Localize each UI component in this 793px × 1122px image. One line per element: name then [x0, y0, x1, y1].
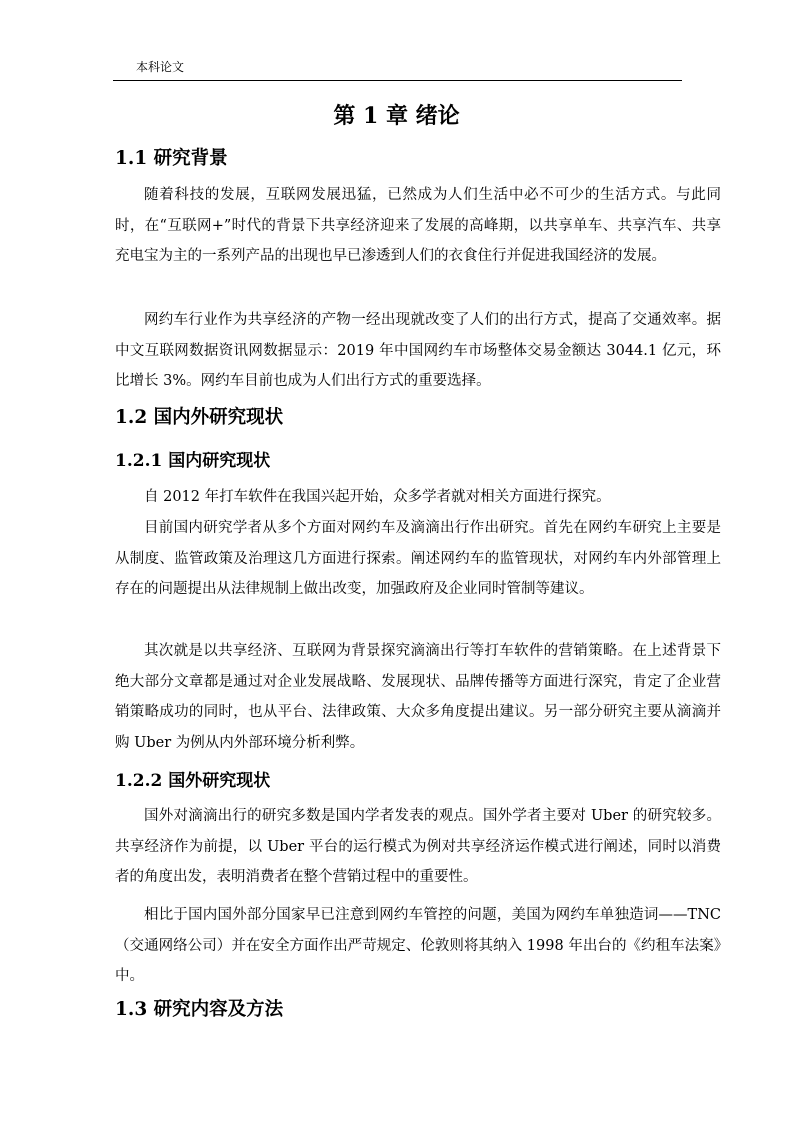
section-heading-1-3: 1.3 研究内容及方法 — [115, 999, 284, 1020]
section-heading-1-2: 1.2 国内外研究现状 — [115, 407, 284, 428]
paragraph-background-2: 网约车行业作为共享经济的产物一经出现就改变了人们的出行方式，提高了交通效率。据中文互联网数据资讯网数据显示：2019 年中国网约车市场整体交易金额达 3044.1 亿元，环比增长 3%。网约车目前也成为人们出行方式的重要选择。 — [115, 312, 721, 390]
paragraph-domestic-2: 目前国内研究学者从多个方面对网约车及滴滴出行作出研究。首先在网约车研究上主要是从制度、监管政策及治理这几方面进行探索。阐述网约车的监管现状，对网约车内外部管理上存在的问题提出从法律规制上做出改变，加强政府及企业同时管制等建议。 — [115, 520, 721, 598]
chapter-title: 第 1 章 绪论 — [333, 103, 460, 129]
paragraph-domestic-3: 其次就是以共享经济、互联网为背景探究滴滴出行等打车软件的营销策略。在上述背景下绝大部分文章都是通过对企业发展战略、发展现状、品牌传播等方面进行深究，肯定了企业营销策略成功的同时，也从平台、法律政策、大众多角度提出建议。另一部分研究主要从滴滴并购 Uber 为例从内外部环境分析利弊。 — [115, 643, 721, 751]
paragraph-domestic-1: 自 2012 年打车软件在我国兴起开始，众多学者就对相关方面进行探究。 — [144, 489, 611, 505]
section-heading-1-2-1: 1.2.1 国内研究现状 — [115, 451, 271, 471]
section-heading-1-2-2: 1.2.2 国外研究现状 — [115, 771, 271, 791]
header-text: 本科论文 — [136, 60, 185, 74]
paragraph-background-1: 随着科技的发展，互联网发展迅猛，已然成为人们生活中必不可少的生活方式。与此同时，在“互联网+”时代的背景下共享经济迎来了发展的高峰期，以共享单车、共享汽车、共享充电宝为主的一系列产品的出现也早已渗透到人们的衣食住行并促进我国经济的发展。 — [115, 187, 721, 265]
paragraph-foreign-2: 相比于国内国外部分国家早已注意到网约车管控的问题，美国为网约车单独造词——TNC（交通网络公司）并在安全方面作出严苛规定、伦敦则将其纳入 1998 年出台的《约租车法案》中。 — [115, 907, 721, 985]
section-heading-1-1: 1.1 研究背景 — [115, 148, 228, 169]
header-rule — [113, 80, 682, 81]
paragraph-foreign-1: 国外对滴滴出行的研究多数是国内学者发表的观点。国外学者主要对 Uber 的研究较多。共享经济作为前提，以 Uber 平台的运行模式为例对共享经济运作模式进行阐述，同时以消费者的角度出发，表明消费者在整个营销过程中的重要性。 — [115, 808, 721, 886]
